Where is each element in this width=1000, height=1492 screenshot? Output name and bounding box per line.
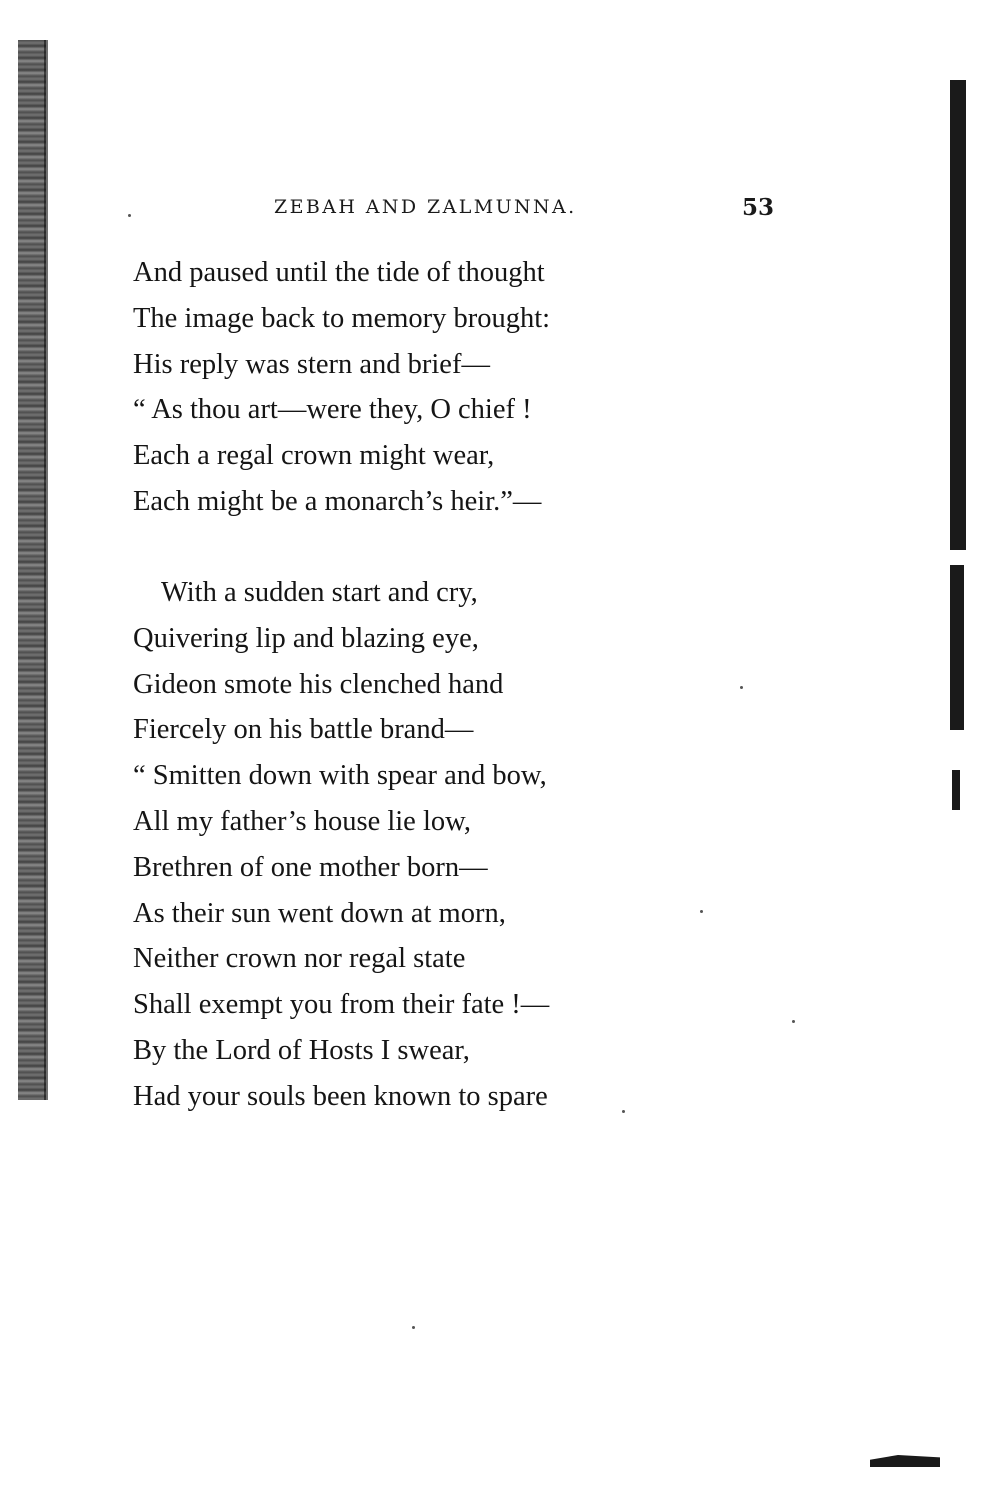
- poem-line: Had your souls been known to spare: [133, 1080, 548, 1112]
- poem-line: Neither crown nor regal state: [133, 943, 466, 975]
- poem-stanza: [133, 250, 550, 525]
- poem-line: “ As thou art—were they, O chief !: [133, 394, 532, 426]
- binding-gutter-shadow: [18, 40, 46, 1100]
- poem-line: As their sun went down at morn,: [133, 897, 506, 929]
- scan-speck: [740, 686, 743, 689]
- poem-line: With a sudden start and cry,: [161, 577, 478, 608]
- poem-line: Shall exempt you from their fate !—: [133, 989, 550, 1021]
- poem-line: The image back to memory brought:: [133, 302, 551, 334]
- poem-line: Each might be a monarch’s heir.”—: [133, 485, 542, 517]
- scan-speck: [412, 1326, 415, 1329]
- page-edge-mark: [950, 80, 966, 550]
- poem-line: Gideon smote his clenched hand: [133, 668, 504, 700]
- poem-line: And paused until the tide of thought: [133, 257, 545, 288]
- page-edge-mark: [870, 1455, 940, 1467]
- scan-speck: [792, 1020, 795, 1023]
- poem-line: Each a regal crown might wear,: [133, 440, 495, 472]
- scan-speck: [622, 1110, 625, 1113]
- poem-line: Fiercely on his battle brand—: [133, 714, 474, 746]
- poem-stanza: [133, 570, 549, 1120]
- binding-gutter-edge: [44, 40, 48, 1100]
- poem-line: His reply was stern and brief—: [133, 348, 490, 380]
- poem-line: “ Smitten down with spear and bow,: [133, 760, 547, 792]
- poem-line: Brethren of one mother born—: [133, 851, 488, 883]
- poem-line: By the Lord of Hosts I swear,: [133, 1034, 470, 1066]
- page-edge-mark: [950, 565, 964, 730]
- poem-line: Quivering lip and blazing eye,: [133, 622, 479, 654]
- scan-speck: [128, 214, 131, 217]
- scan-speck: [700, 910, 703, 913]
- running-title: ZEBAH AND ZALMUNNA.: [274, 196, 577, 218]
- page-edge-mark: [952, 770, 960, 810]
- poem-line: All my father’s house lie low,: [133, 805, 471, 837]
- page-number: 53: [742, 194, 775, 221]
